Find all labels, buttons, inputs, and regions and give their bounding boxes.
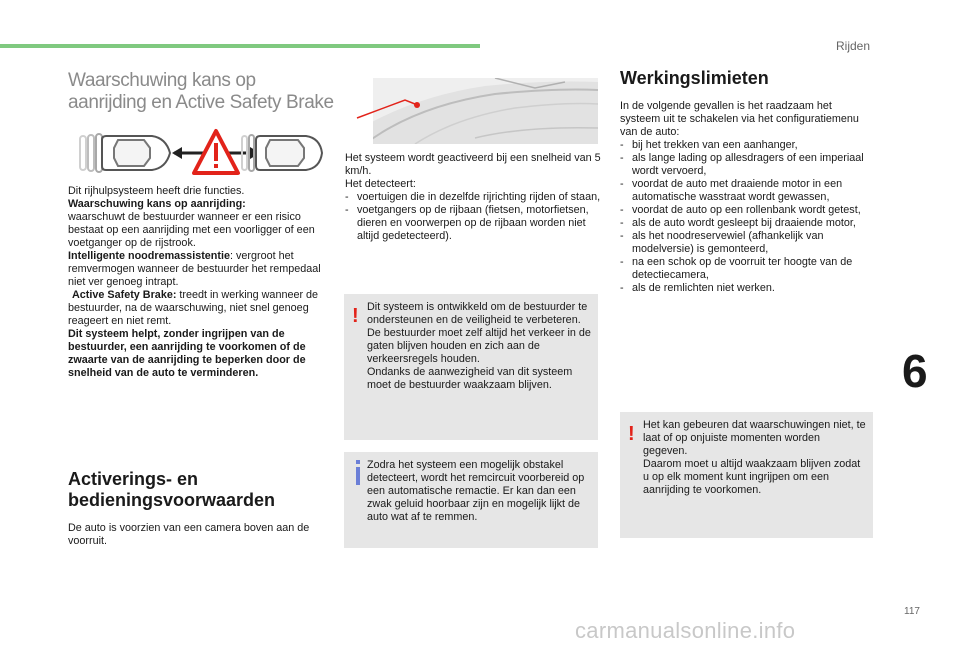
function-3-label: Active Safety Brake: xyxy=(72,289,177,301)
info-note-middle xyxy=(344,452,598,548)
intro-text: Dit rijhulpsysteem heeft drie functies. xyxy=(68,185,245,197)
list-item: - voertuigen die in dezelfde rijrichting rijden of staan, xyxy=(345,191,601,204)
functions-description xyxy=(68,185,326,380)
list-item: - als lange lading op allesdragers of een imperiaal wordt vervoerd, xyxy=(620,152,874,178)
list-item: - als de remlichten niet werken. xyxy=(620,282,874,295)
rear-car-icon xyxy=(80,134,170,172)
limits-list xyxy=(620,139,874,295)
list-item: - als het noodreservewiel (afhankelijk van modelversie) is gemonteerd, xyxy=(620,230,874,256)
page-number: 117 xyxy=(904,606,920,617)
function-2-label: Intelligente noodremassistentie xyxy=(68,250,230,262)
collision-illustration xyxy=(74,128,324,178)
warning-note-right xyxy=(620,412,873,538)
info-note-text: Zodra het systeem een mogelijk obstakel detecteert, wordt het remcircuit voorbereid op een automatische remactie. Er kan dan een zwak geluid hoorbaar zijn en mogelijk lijkt de auto wat af te remmen. xyxy=(367,459,585,523)
limits-intro: In de volgende gevallen is het raadzaam het systeem uit te schakelen via het configuratiemenu van de auto: xyxy=(620,100,859,138)
warning-note-text-2: Daarom moet u altijd waakzaam blijven zodat u op elk moment kunt ingrijpen om een aanrijding te voorkomen. xyxy=(643,458,861,496)
warning-note-text-1: Dit systeem is ontwikkeld om de bestuurder te ondersteunen en de veiligheid te verbeteren. xyxy=(367,301,588,326)
camera-photo-illustration xyxy=(345,78,598,144)
section-label: Rijden xyxy=(836,39,871,53)
warning-note-text-3: Ondanks de aanwezigheid van dit systeem moet de bestuurder waakzaam blijven. xyxy=(367,366,573,391)
function-2-text: : vergroot het remvermogen wanneer de bestuurder het rempedaal niet ver genoeg intrapt. xyxy=(68,250,321,288)
activation-text: De auto is voorzien van een camera boven aan de voorruit. xyxy=(68,522,310,547)
list-item: - voetgangers op de rijbaan (fietsen, motorfietsen, dieren en voorwerpen op de rijbaan worden niet altijd gedetecteerd). xyxy=(345,204,601,243)
activation-title: Activerings- en bedieningsvoorwaarden xyxy=(68,469,276,510)
list-item: - voordat de auto op een rollenbank wordt getest, xyxy=(620,204,874,217)
front-car-icon xyxy=(242,135,322,171)
warning-note-text-1: Het kan gebeuren dat waarschuwingen niet, te laat of op onjuiste momenten worden gegeven. xyxy=(643,419,866,457)
function-1-label: Waarschuwing kans op aanrijding: xyxy=(68,198,246,210)
detects-list xyxy=(345,191,601,243)
windshield-camera-photo xyxy=(345,78,598,144)
info-icon-dot xyxy=(356,460,360,464)
list-item: - na een schok op de voorruit ter hoogte van de detectiecamera, xyxy=(620,256,874,282)
detects-label: Het detecteert: xyxy=(345,178,416,190)
activation-speed: Het systeem wordt geactiveerd bij een snelheid van 5 km/h. xyxy=(345,152,601,177)
function-3-text: treedt in werking wanneer de bestuurder, na de waarschuwing, niet snel genoeg reageert en niet remt. xyxy=(68,289,319,327)
system-conclusion: Dit systeem helpt, zonder ingrijpen van de bestuurder, een aanrijding te voorkomen of de zwaarte van de aanrijding te beperken door de snelheid van de auto te verminderen. xyxy=(68,328,306,379)
warning-note-text-2: De bestuurder moet zelf altijd het verkeer in de gaten blijven houden en zich aan de verkeersregels houden. xyxy=(367,327,591,365)
warning-exclamation-icon: ! xyxy=(628,423,635,445)
function-1-text: waarschuwt de bestuurder wanneer er een risico bestaat op een aanrijding met een voorligger of een voetganger op de rijstrook. xyxy=(68,211,315,249)
list-item: - als de auto wordt gesleept bij draaiende motor, xyxy=(620,217,874,230)
detection-description xyxy=(345,152,601,243)
list-item: - voordat de auto met draaiende motor in een automatische wasstraat wordt gewassen, xyxy=(620,178,874,204)
limits-description xyxy=(620,100,874,295)
warning-note-middle xyxy=(344,294,598,440)
header-accent-bar xyxy=(0,44,480,48)
main-title: Waarschuwing kans op aanrijding en Active Safety Brake xyxy=(68,70,334,113)
limits-title: Werkingslimieten xyxy=(620,68,769,88)
info-icon xyxy=(356,467,360,485)
chapter-number: 6 xyxy=(902,345,928,397)
list-item: - bij het trekken van een aanhanger, xyxy=(620,139,874,152)
warning-exclamation-icon: ! xyxy=(352,305,359,327)
watermark: carmanualsonline.info xyxy=(575,618,796,643)
